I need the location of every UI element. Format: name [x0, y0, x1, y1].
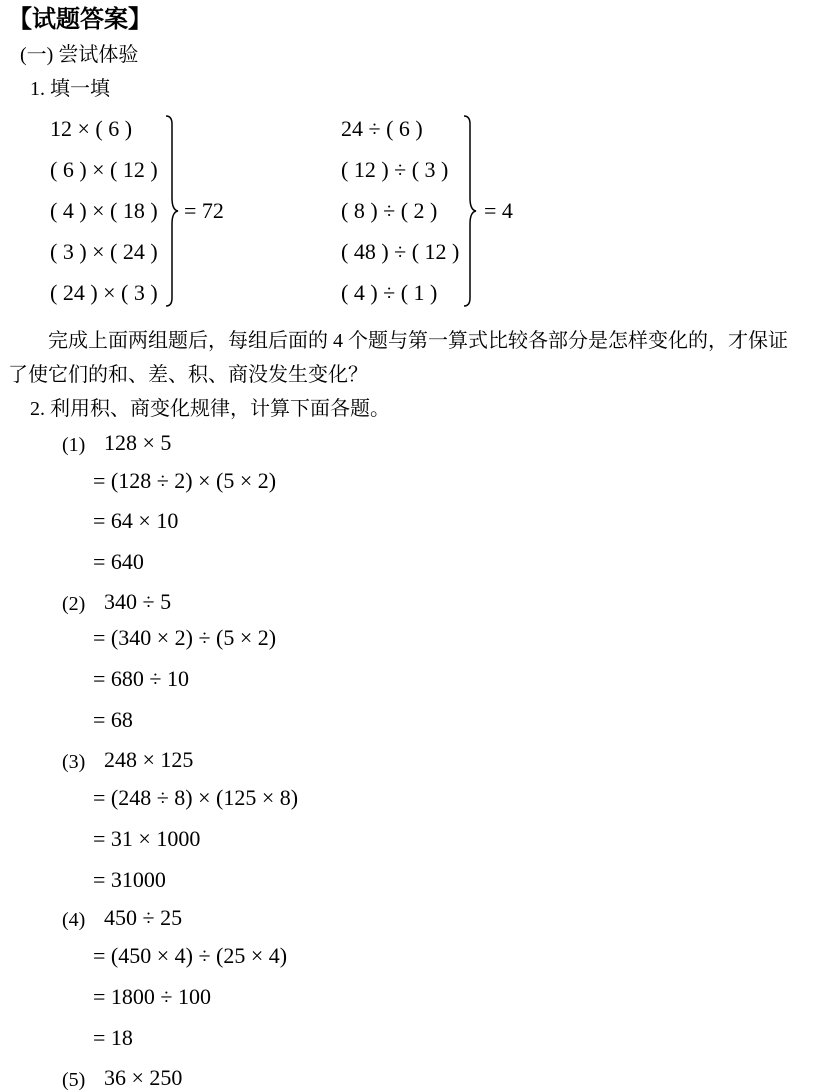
group2-row: ( 8 ) ÷ ( 2 ): [341, 198, 438, 223]
problem-label: (2): [62, 593, 86, 615]
group2-row: 24 ÷ ( 6 ): [341, 116, 423, 141]
group2-row: ( 4 ) ÷ ( 1 ): [341, 280, 438, 305]
problem-expression: 248 × 125: [104, 747, 194, 772]
group1-row: ( 24 ) × ( 3 ): [50, 280, 158, 305]
group2-result: = 4: [484, 198, 513, 223]
group1-row: ( 4 ) × ( 18 ): [50, 198, 158, 223]
problem-step: = 18: [93, 1025, 133, 1050]
problem-step: = 680 ÷ 10: [93, 666, 189, 691]
group2-row: ( 48 ) ÷ ( 12 ): [341, 239, 460, 264]
problem-expression: 36 × 250: [104, 1065, 183, 1090]
problem-step: = (248 ÷ 8) × (125 × 8): [93, 785, 299, 810]
group1-result: = 72: [184, 198, 224, 223]
paragraph-line-1: 完成上面两组题后，每组后面的 4 个题与第一算式比较各部分是怎样变化的，才保证: [48, 330, 788, 352]
problem-step: = 31000: [93, 867, 166, 892]
problem-label: (1): [62, 434, 86, 456]
page-title: 【试题答案】: [8, 5, 152, 33]
problem-step: = (450 × 4) ÷ (25 × 4): [93, 943, 288, 968]
question-2-heading: 2. 利用积、商变化规律，计算下面各题。: [30, 398, 390, 420]
problem-step: = 1800 ÷ 100: [93, 984, 211, 1009]
paragraph-line-2: 了使它们的和、差、积、商没发生变化？: [8, 364, 368, 386]
question-1-heading: 1. 填一填: [30, 78, 110, 100]
problem-expression: 128 × 5: [104, 430, 172, 455]
group1-row: ( 3 ) × ( 24 ): [50, 239, 158, 264]
problem-step: = 640: [93, 549, 144, 574]
problem-expression: 450 ÷ 25: [104, 905, 183, 930]
group1-row: 12 × ( 6 ): [50, 116, 133, 141]
problem-step: = 68: [93, 707, 133, 732]
problem-step: = 31 × 1000: [93, 826, 201, 851]
right-brace-icon: [462, 114, 482, 308]
group1-row: ( 6 ) × ( 12 ): [50, 157, 158, 182]
right-brace-icon: [164, 114, 184, 308]
problem-label: (5): [62, 1069, 86, 1091]
group2-row: ( 12 ) ÷ ( 3 ): [341, 157, 449, 182]
problem-label: (3): [62, 751, 86, 773]
problem-label: (4): [62, 909, 86, 931]
problem-step: = 64 × 10: [93, 508, 179, 533]
section-heading: (一) 尝试体验: [20, 44, 139, 66]
problem-expression: 340 ÷ 5: [104, 589, 172, 614]
problem-step: = (340 × 2) ÷ (5 × 2): [93, 625, 277, 650]
problem-step: = (128 ÷ 2) × (5 × 2): [93, 468, 277, 493]
